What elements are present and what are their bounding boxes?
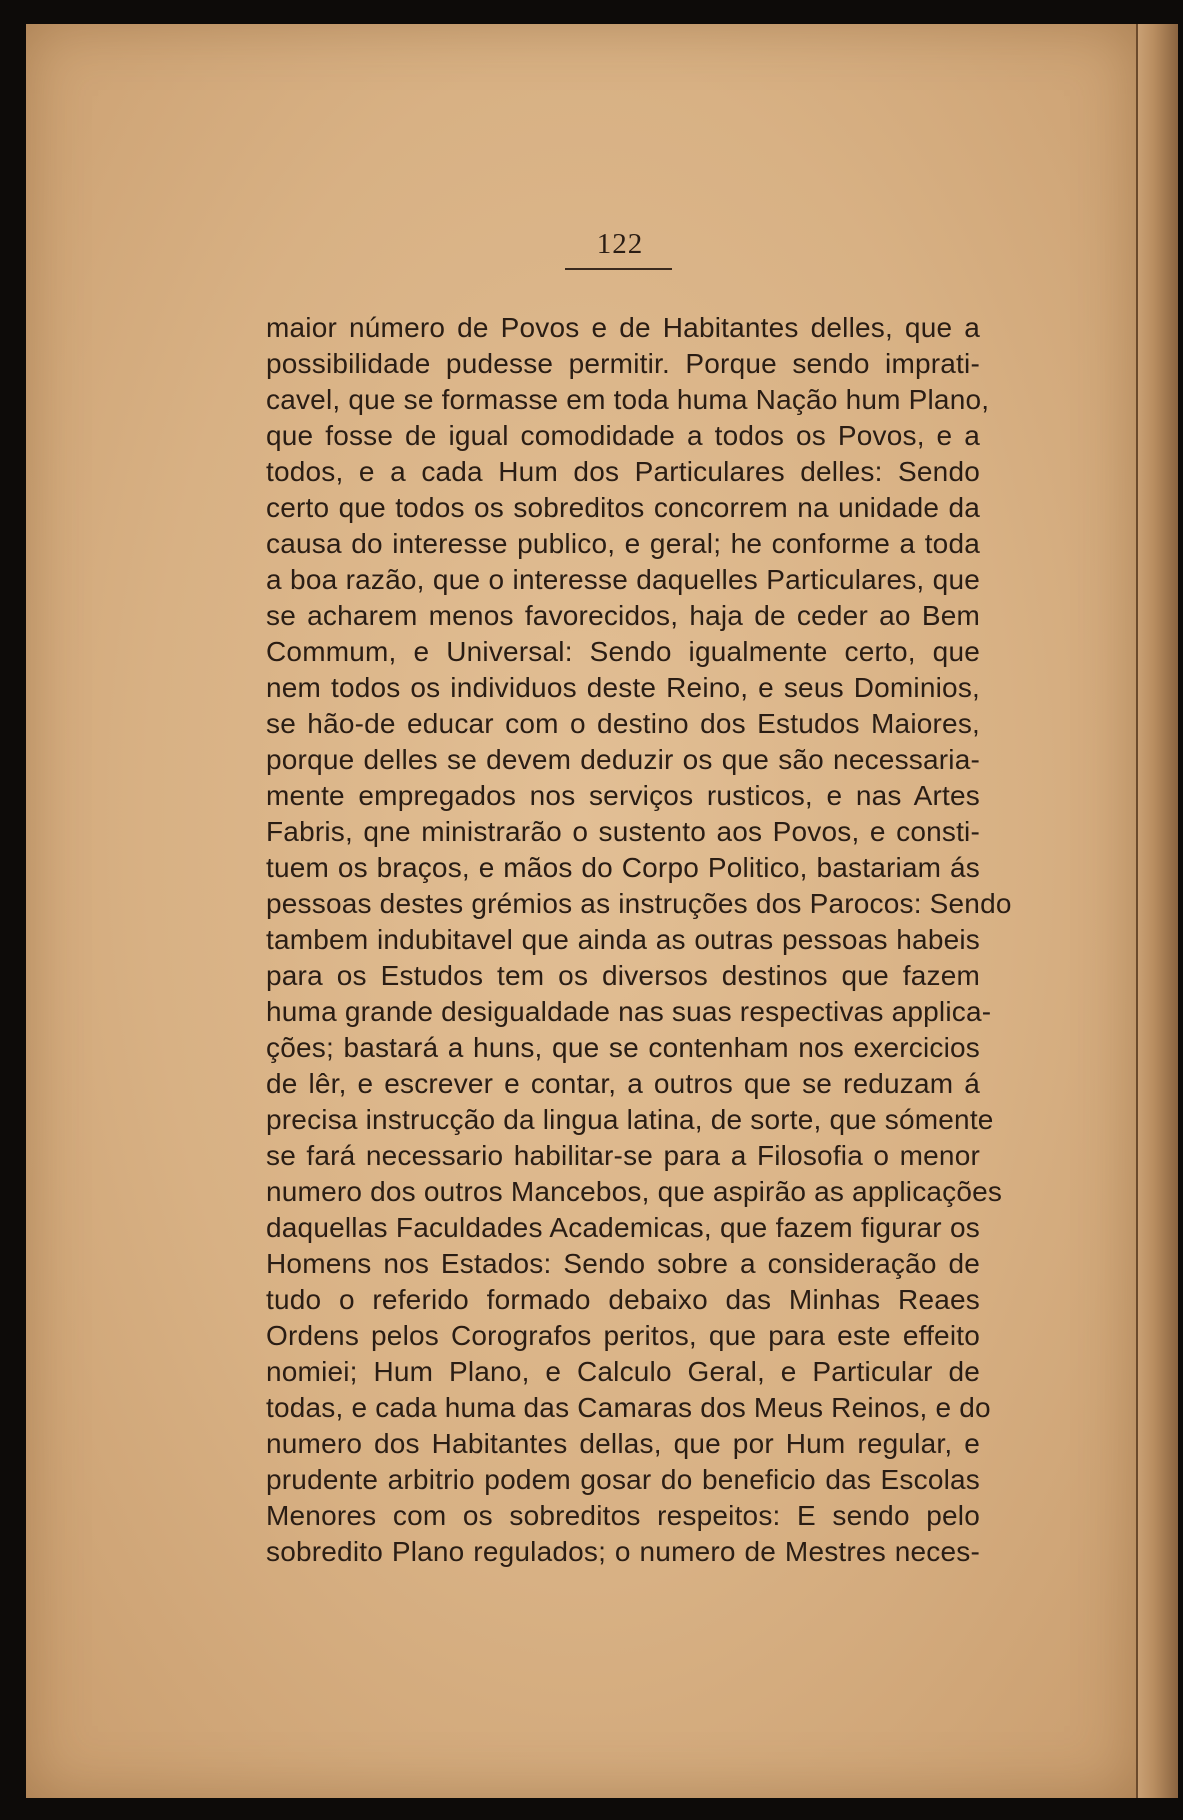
text-line: maior número de Povos e de Habitantes delles, que a <box>266 312 980 343</box>
text-line: ções; bastará a huns, que se contenham nos exercicios <box>266 1032 980 1063</box>
text-line: para os Estudos tem os diversos destinos que fazem <box>266 960 980 991</box>
text-line: Commum, e Universal: Sendo igualmente certo, que <box>266 636 980 667</box>
text-line: numero dos outros Mancebos, que aspirão as applicações <box>266 1176 1003 1207</box>
text-line: tuem os braços, e mãos do Corpo Politico, bastariam ás <box>266 852 980 883</box>
text-line: se hão-de educar com o destino dos Estudos Maiores, <box>266 708 980 739</box>
text-line: que fosse de igual comodidade a todos os Povos, e a <box>266 420 980 451</box>
page-text <box>266 310 1012 1570</box>
text-line: possibilidade pudesse permitir. Porque sendo imprati- <box>266 348 980 379</box>
text-line: Menores com os sobreditos respeitos: E sendo pelo <box>266 1500 980 1531</box>
text-line: nem todos os individuos deste Reino, e seus Dominios, <box>266 672 980 703</box>
text-line: certo que todos os sobreditos concorrem na unidade da <box>266 492 980 523</box>
page-number-rule <box>565 268 672 270</box>
text-line: tudo o referido formado debaixo das Minhas Reaes <box>266 1284 980 1315</box>
text-line: sobredito Plano regulados; o numero de Mestres neces- <box>266 1536 980 1567</box>
page-edge <box>1136 24 1178 1798</box>
text-line: precisa instrucção da lingua latina, de sorte, que sómente <box>266 1104 994 1135</box>
text-line: prudente arbitrio podem gosar do beneficio das Escolas <box>266 1464 980 1495</box>
text-line: todos, e a cada Hum dos Particulares delles: Sendo <box>266 456 980 487</box>
text-line: mente empregados nos serviços rusticos, e nas Artes <box>266 780 980 811</box>
text-line: pessoas destes grémios as instruções dos Parocos: Sendo <box>266 888 1012 919</box>
text-line: daquellas Faculdades Academicas, que fazem figurar os <box>266 1212 980 1243</box>
text-line: se fará necessario habilitar-se para a Filosofia o menor <box>266 1140 980 1171</box>
text-line: de lêr, e escrever e contar, a outros que se reduzam á <box>266 1068 980 1099</box>
text-line: tambem indubitavel que ainda as outras pessoas habeis <box>266 924 980 955</box>
text-line: porque delles se devem deduzir os que são necessaria- <box>266 744 980 775</box>
text-line: a boa razão, que o interesse daquelles Particulares, que <box>266 564 980 595</box>
text-line: se acharem menos favorecidos, haja de ceder ao Bem <box>266 600 980 631</box>
text-line: numero dos Habitantes dellas, que por Hum regular, e <box>266 1428 980 1459</box>
page-number: 122 <box>596 228 644 260</box>
text-line: todas, e cada huma das Camaras dos Meus Reinos, e do <box>266 1392 991 1423</box>
text-line: causa do interesse publico, e geral; he conforme a toda <box>266 528 980 559</box>
text-line: nomiei; Hum Plano, e Calculo Geral, e Particular de <box>266 1356 980 1387</box>
text-line: Fabris, qne ministrarão o sustento aos Povos, e consti- <box>266 816 980 847</box>
text-line: Homens nos Estados: Sendo sobre a consideração de <box>266 1248 980 1279</box>
text-line: huma grande desigualdade nas suas respectivas applica- <box>266 996 992 1027</box>
text-line: Ordens pelos Corografos peritos, que para este effeito <box>266 1320 980 1351</box>
text-line: cavel, que se formasse em toda huma Nação hum Plano, <box>266 384 990 415</box>
